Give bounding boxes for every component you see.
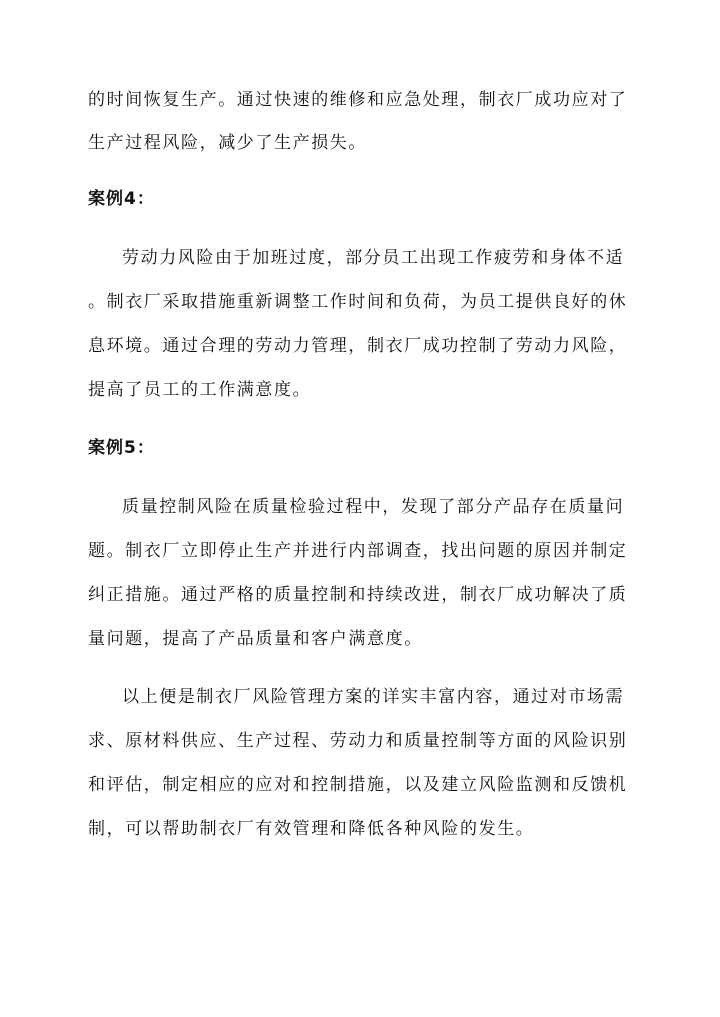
case5-line-3: 纠正措施。通过严格的质量控制和持续改进，制衣厂成功解决了质 bbox=[88, 585, 628, 605]
intro-line-1: 的时间恢复生产。通过快速的维修和应急处理，制衣厂成功应对了 bbox=[88, 90, 628, 110]
case4-line-1: 劳动力风险由于加班过度，部分员工出现工作疲劳和身体不适 bbox=[122, 248, 625, 268]
conclusion-line-3: 和评估，制定相应的应对和控制措施，以及建立风险监测和反馈机 bbox=[88, 775, 628, 795]
case4-line-3: 息环境。通过合理的劳动力管理，制衣厂成功控制了劳动力风险， bbox=[88, 336, 628, 356]
case4-line-2: 。制衣厂采取措施重新调整工作时间和负荷，为员工提供良好的休 bbox=[88, 292, 628, 312]
case5-line-4: 量问题，提高了产品质量和客户满意度。 bbox=[88, 629, 423, 649]
case4-line-4: 提高了员工的工作满意度。 bbox=[88, 380, 312, 400]
case5-heading: 案例5： bbox=[88, 438, 155, 458]
case5-line-1: 质量控制风险在质量检验过程中，发现了部分产品存在质量问 bbox=[122, 497, 625, 517]
case5-line-2: 题。制衣厂立即停止生产并进行内部调查，找出问题的原因并制定 bbox=[88, 541, 628, 561]
conclusion-line-4: 制，可以帮助制衣厂有效管理和降低各种风险的发生。 bbox=[88, 819, 535, 839]
conclusion-line-1: 以上便是制衣厂风险管理方案的详实丰富内容，通过对市场需 bbox=[122, 687, 625, 707]
case4-heading: 案例4： bbox=[88, 189, 155, 209]
intro-line-2: 生产过程风险，减少了生产损失。 bbox=[88, 133, 367, 153]
conclusion-line-2: 求、原材料供应、生产过程、劳动力和质量控制等方面的风险识别 bbox=[88, 731, 628, 751]
